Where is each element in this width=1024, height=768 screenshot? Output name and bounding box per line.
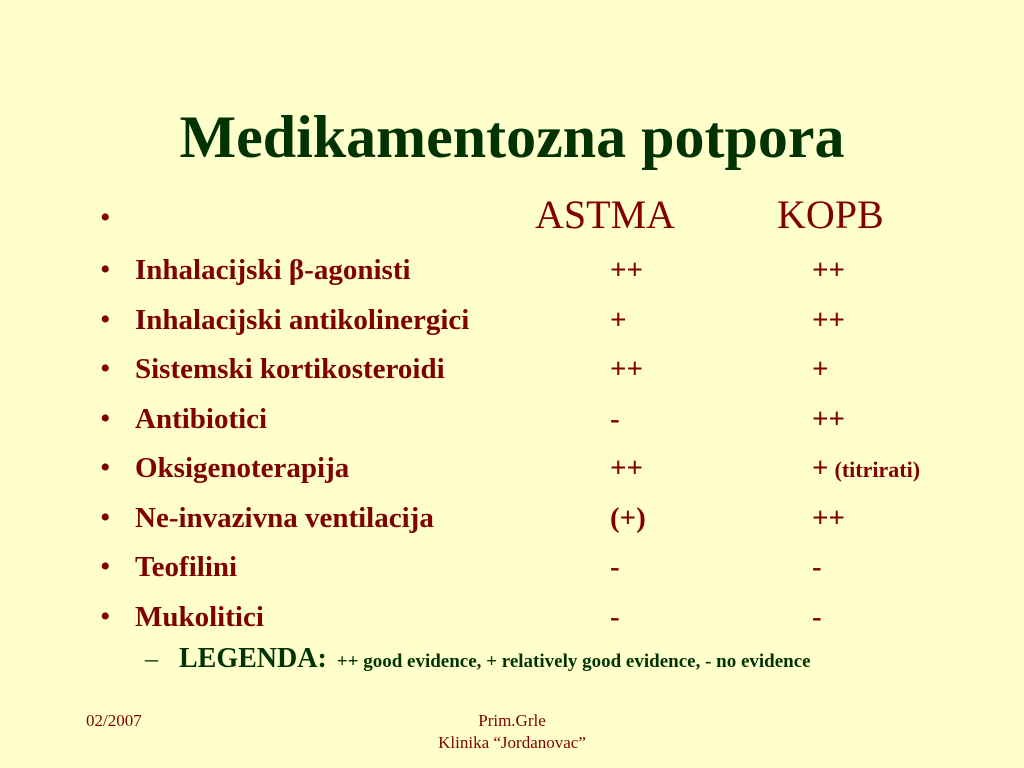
bullet-marker: •: [100, 402, 111, 435]
row-kopb-rating: +: [812, 452, 829, 484]
row-kopb-rating: -: [812, 551, 822, 583]
bullet-marker: •: [100, 501, 111, 534]
row-astma-value: +: [610, 304, 627, 336]
row-kopb-rating: +: [812, 353, 829, 385]
row-astma-value: ++: [610, 353, 644, 385]
row-label: Sistemski kortikosteroidi: [135, 353, 445, 385]
bullet-marker: •: [100, 600, 111, 633]
bullet-marker: •: [100, 352, 111, 385]
row-kopb-rating: ++: [812, 304, 846, 336]
row-kopb-rating: ++: [812, 502, 846, 534]
legend: [179, 644, 811, 678]
row-label: Teofilini: [135, 551, 238, 583]
row-kopb-value: [812, 254, 851, 288]
row-label: Inhalacijski β-agonisti: [135, 254, 411, 286]
row-astma-value: (+): [610, 502, 646, 534]
footer-author-clinic: Klinika “Jordanovac”: [438, 733, 586, 752]
row-label: Inhalacijski antikolinergici: [135, 304, 470, 336]
row-astma-value: ++: [610, 452, 644, 484]
row-label: Mukolitici: [135, 601, 264, 633]
legend-text: ++ good evidence, + relatively good evidence, - no evidence: [336, 651, 811, 672]
slide-title: Medikamentozna potpora: [179, 104, 845, 170]
legend-key: LEGENDA:: [179, 643, 327, 674]
row-kopb-note: (titrirati): [834, 457, 921, 482]
bullet-marker: •: [100, 253, 111, 286]
column-header-kopb: KOPB: [777, 192, 884, 237]
legend-dash: –: [145, 644, 158, 673]
row-label: Ne-invazivna ventilacija: [135, 502, 434, 534]
row-kopb-rating: -: [812, 601, 822, 633]
row-kopb-value: [812, 452, 920, 486]
bullet-marker: •: [100, 550, 111, 583]
row-kopb-value: [812, 304, 851, 338]
row-astma-value: -: [610, 601, 620, 633]
row-kopb-value: [812, 403, 851, 437]
row-astma-value: -: [610, 551, 620, 583]
row-astma-value: ++: [610, 254, 644, 286]
row-label: Oksigenoterapija: [135, 452, 350, 484]
footer-author: [412, 710, 612, 754]
row-kopb-value: [812, 502, 851, 536]
row-kopb-value: [812, 601, 828, 635]
row-label: Antibiotici: [135, 403, 268, 435]
bullet-marker: •: [100, 303, 111, 336]
bullet-marker: •: [100, 201, 111, 234]
footer-date: 02/2007: [86, 711, 142, 730]
row-kopb-value: [812, 551, 828, 585]
row-kopb-rating: ++: [812, 403, 846, 435]
row-kopb-value: [812, 353, 835, 387]
row-kopb-rating: ++: [812, 254, 846, 286]
column-header-astma: ASTMA: [535, 192, 676, 237]
footer-author-name: Prim.Grle: [478, 711, 546, 730]
bullet-marker: •: [100, 451, 111, 484]
row-astma-value: -: [610, 403, 620, 435]
